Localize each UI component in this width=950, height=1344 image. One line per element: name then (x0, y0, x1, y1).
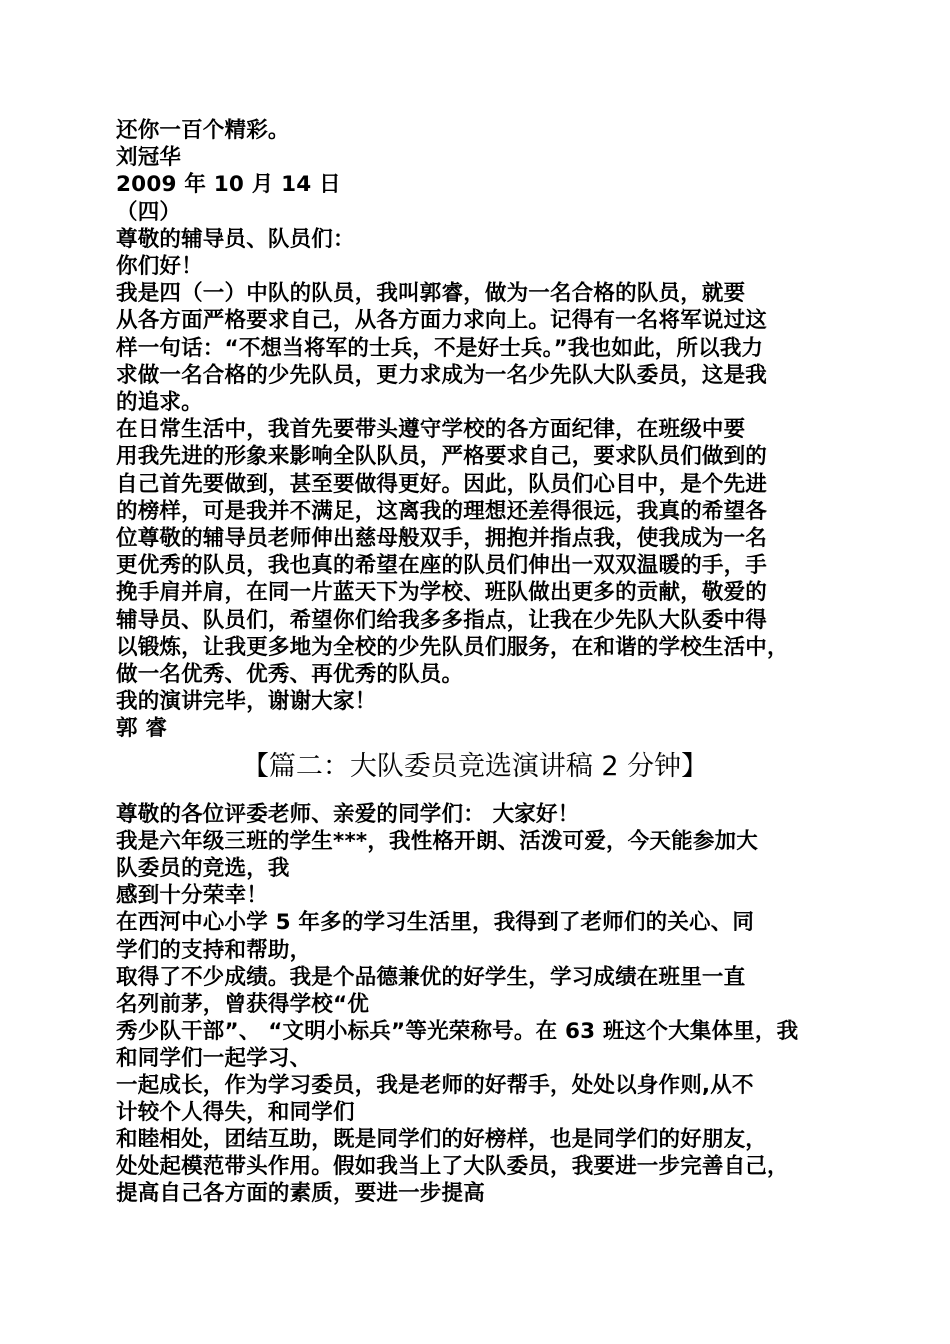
text-line: 更优秀的队员，我也真的希望在座的队员们伸出一双双温暖的手，手 (116, 553, 768, 579)
text-line: 以锻炼，让我更多地为全校的少先队员们服务，在和谐的学校生活中， (116, 634, 789, 660)
text-line: 做一名优秀、优秀、再优秀的队员。 (116, 662, 464, 687)
text-line: 用我先进的形象来影响全队队员，严格要求自己，要求队员们做到的 (116, 444, 768, 470)
text-line: 位尊敬的辅导员老师伸出慈母般双手，拥抱并指点我，使我成为一名 (116, 526, 768, 551)
text-line: 一起成长，作为学习委员，我是老师的好帮手，处处以身作则,从不 (116, 1073, 754, 1098)
text-line: 从各方面严格要求自己，从各方面力求向上。记得有一名将军说过这 (116, 308, 768, 334)
text-line: 和睦相处，团结互助，既是同学们的好榜样，也是同学们的好朋友， (116, 1127, 768, 1153)
text-line: 感到十分荣幸！ (116, 883, 268, 909)
section-heading: 【篇二：大队委员竞选演讲稿 2 分钟】 (241, 751, 709, 782)
text-line: 学们的支持和帮助， (116, 937, 312, 963)
text-line: 辅导员、队员们，希望你们给我多多指点，让我在少先队大队委中得 (116, 607, 768, 633)
text-line: 求做一名合格的少先队员，更力求成为一名少先队大队委员，这是我 (116, 362, 768, 388)
text-line: 还你一百个精彩。 (116, 118, 290, 143)
text-line: 和同学们一起学习、 (116, 1045, 312, 1071)
text-line: 秀少队干部”、 “文明小标兵”等光荣称号。在 63 班这个大集体里，我 (116, 1018, 799, 1044)
text-line: 取得了不少成绩。我是个品德兼优的好学生，学习成绩在班里一直 (116, 964, 746, 990)
text-line: 队委员的竞选，我 (116, 856, 290, 882)
text-line: 处处起模范带头作用。假如我当上了大队委员，我要进一步完善自己， (116, 1154, 789, 1180)
text-line: 我是四（一）中队的队员，我叫郭睿，做为一名合格的队员，就要 (116, 281, 746, 307)
text-line: 尊敬的各位评委老师、亲爱的同学们： 大家好！ (116, 802, 580, 827)
text-line: 在日常生活中，我首先要带头遵守学校的各方面纪律，在班级中要 (116, 417, 746, 443)
text-line: 提高自己各方面的素质，要进一步提高 (116, 1181, 485, 1207)
text-line: 的追求。 (116, 390, 203, 415)
text-line: 你们好！ (116, 254, 203, 279)
text-line: 在西河中心小学 5 年多的学习生活里，我得到了老师们的关心、同 (116, 910, 755, 936)
text-line: 我的演讲完毕，谢谢大家！ (116, 689, 377, 715)
text-line: 计较个人得失，和同学们 (116, 1100, 355, 1126)
text-line: 2009 年 10 月 14 日 (116, 172, 341, 198)
text-line: （四） (116, 199, 182, 225)
text-line: 的榜样，可是我并不满足，这离我的理想还差得很远，我真的希望各 (116, 498, 768, 524)
text-line: 刘冠华 (116, 145, 182, 171)
text-line: 尊敬的辅导员、队员们： (116, 226, 355, 252)
text-line: 名列前茅，曾获得学校“优 (116, 991, 370, 1017)
text-line: 郭 睿 (116, 716, 168, 742)
text-line: 自己首先要做到，甚至要做得更好。因此，队员们心目中，是个先进 (116, 471, 768, 497)
text-line: 我是六年级三班的学生***，我性格开朗、活泼可爱，今天能参加大 (116, 829, 758, 855)
text-line: 挽手肩并肩，在同一片蓝天下为学校、班队做出更多的贡献，敬爱的 (116, 580, 768, 606)
text-line: 样一句话：“不想当将军的士兵，不是好士兵。”我也如此，所以我力 (116, 335, 764, 361)
